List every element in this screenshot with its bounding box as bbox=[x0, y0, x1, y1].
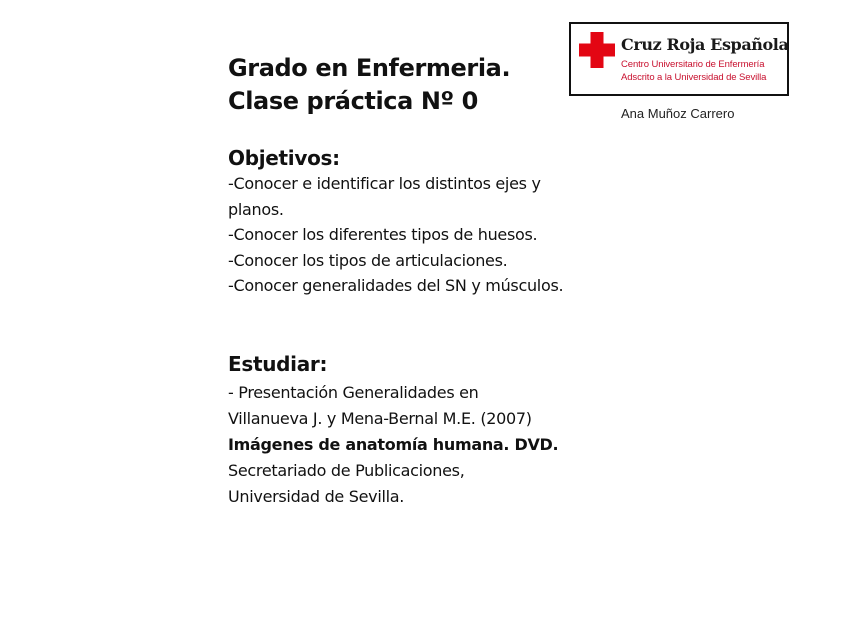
cruz-roja-logo bbox=[569, 22, 789, 96]
objective-item: -Conocer generalidades del SN y músculos. bbox=[228, 276, 564, 295]
study-line-2: Villanueva J. y Mena-Bernal M.E. (2007) bbox=[228, 409, 532, 428]
objectives-list bbox=[228, 171, 588, 299]
study-line-5: Universidad de Sevilla. bbox=[228, 487, 405, 506]
slide-title bbox=[228, 52, 510, 118]
study-book-title: Imágenes de anatomía humana. DVD. bbox=[228, 435, 559, 454]
study-line-4: Secretariado de Publicaciones, bbox=[228, 461, 465, 480]
objective-item: -Conocer e identificar los distintos ejes y planos. bbox=[228, 174, 541, 219]
study-heading: Estudiar: bbox=[228, 352, 328, 376]
study-section bbox=[228, 351, 588, 510]
logo-subtitle-2: Adscrito a la Universidad de Sevilla bbox=[621, 72, 767, 83]
red-cross-icon bbox=[578, 31, 616, 69]
author-name: Ana Muñoz Carrero bbox=[621, 106, 735, 121]
title-line-1: Grado en Enfermeria. bbox=[228, 54, 511, 82]
logo-name: Cruz Roja Española bbox=[621, 35, 789, 54]
study-line-1: - Presentación Generalidades en bbox=[228, 383, 479, 402]
objectives-section bbox=[228, 145, 588, 299]
objectives-heading: Objetivos: bbox=[228, 146, 340, 170]
title-line-2: Clase práctica Nº 0 bbox=[228, 87, 478, 115]
objective-item: -Conocer los diferentes tipos de huesos. bbox=[228, 225, 538, 244]
objective-item: -Conocer los tipos de articulaciones. bbox=[228, 250, 508, 270]
logo-subtitle-1: Centro Universitario de Enfermería bbox=[621, 59, 765, 70]
